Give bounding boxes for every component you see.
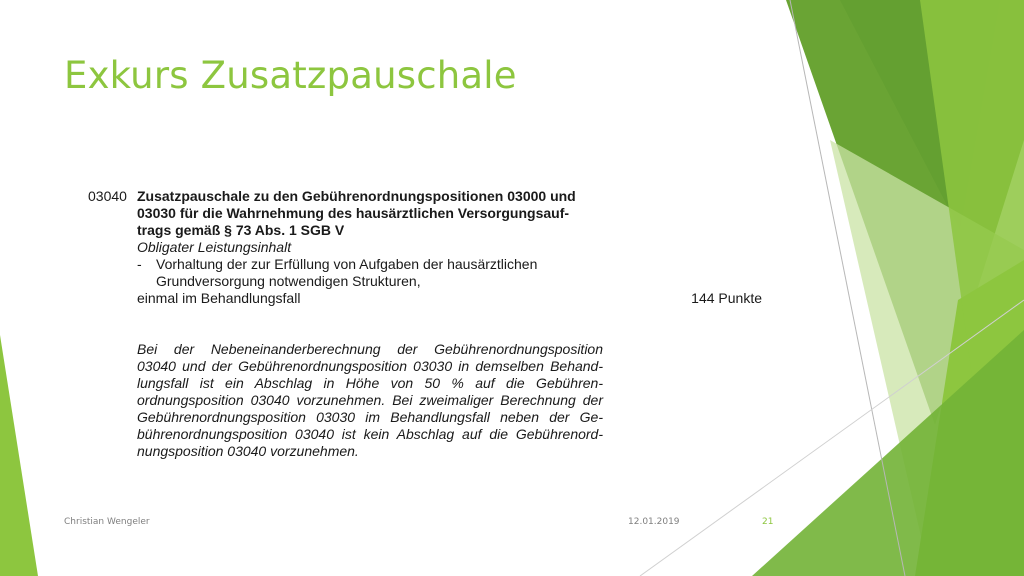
heading-line: trags gemäß § 73 Abs. 1 SGB V — [137, 222, 345, 238]
note-line: nungsposition 03040 vorzunehmen. — [137, 443, 359, 459]
note-line: Bei der Nebeneinanderberechnung der Gebührenordnungsposition — [137, 341, 603, 357]
note-line: lungsfall ist ein Abschlag in Höhe von 50 % auf die Gebühren- — [137, 375, 603, 391]
list-dash: - — [137, 256, 142, 272]
list-item-line: Vorhaltung der zur Erfüllung von Aufgaben der hausärztlichen — [156, 256, 538, 272]
heading-row — [88, 188, 778, 205]
slide-title: Exkurs Zusatzpauschale — [64, 54, 517, 97]
position-code: 03040 — [88, 188, 127, 204]
note-paragraph — [137, 341, 603, 460]
left-green-sliver — [0, 335, 38, 576]
frequency-text: einmal im Behandlungsfall — [137, 290, 301, 306]
note-line: 03040 und der Gebührenordnungsposition 03030 in demselben Behand- — [137, 358, 603, 374]
ebm-excerpt — [88, 188, 778, 460]
note-line: bührenordnungsposition 03040 ist kein Abschlag auf die Gebührenord- — [137, 426, 603, 442]
list-item-line: Grundversorgung notwendigen Strukturen, — [156, 273, 421, 289]
content-label: Obligater Leistungsinhalt — [137, 239, 292, 255]
frequency-row — [88, 290, 778, 307]
footer-author: Christian Wengeler — [64, 517, 150, 527]
heading-line: 03030 für die Wahrnehmung des hausärztlichen Versorgungsauf- — [137, 205, 570, 221]
note-line: Gebührenordnungsposition 03030 im Behandlungsfall neben der Ge- — [137, 409, 603, 425]
footer-date: 12.01.2019 — [628, 517, 680, 527]
points-value: 144 Punkte — [691, 290, 762, 306]
list-item — [88, 256, 778, 273]
note-line: ordnungsposition 03040 vorzunehmen. Bei zweimaliger Berechnung der — [137, 392, 603, 408]
heading-line: Zusatzpauschale zu den Gebührenordnungspositionen 03000 und — [137, 188, 576, 204]
footer-page-number: 21 — [762, 517, 774, 527]
